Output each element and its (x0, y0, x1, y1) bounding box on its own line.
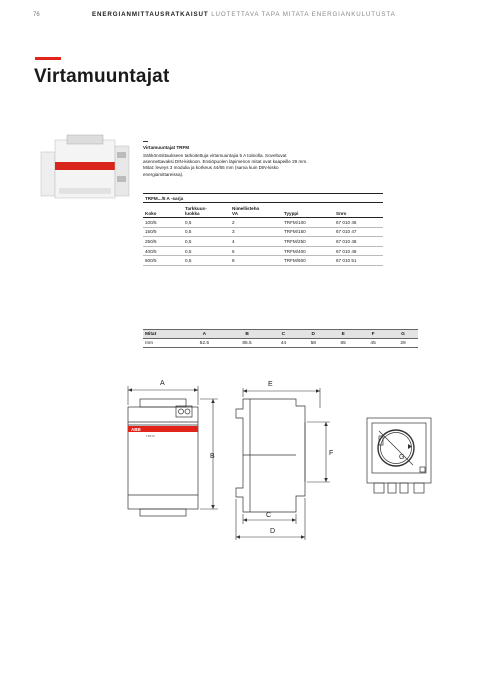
cell-code: 67 010 47 (334, 227, 383, 237)
cell-code: 67 010 49 (334, 246, 383, 256)
value-cell: 52.5 (183, 339, 226, 348)
cell-size: 150/5 (143, 227, 183, 237)
table-header-row (143, 203, 383, 218)
column-header: Tarkkuus- luokka (183, 203, 230, 218)
cell-type: TRFM/250 (282, 237, 334, 247)
column-header: Mitat (143, 330, 183, 339)
product-photo (37, 132, 137, 204)
cell-class: 0,5 (183, 218, 230, 228)
table-row (143, 237, 383, 247)
product-description (143, 141, 383, 178)
header-tagline: LUOTETTAVA TAPA MITATA ENERGIANKULUTUSTA (211, 11, 396, 18)
column-header: C (268, 330, 298, 339)
page-title: Virtamuuntajat (34, 66, 170, 87)
dash-marker (143, 141, 148, 142)
column-header: E (328, 330, 358, 339)
cell-class: 0,5 (183, 246, 230, 256)
column-header: D (298, 330, 328, 339)
front-view (128, 399, 198, 516)
table-row (143, 218, 383, 228)
column-header: Tyyppi (282, 203, 334, 218)
model-label: TRF M (146, 434, 155, 438)
side-view (236, 399, 305, 512)
cell-power: 3 (230, 227, 282, 237)
cell-type: TRFM/600 (282, 256, 334, 266)
cell-size: 600/5 (143, 256, 183, 266)
label-f: F (329, 450, 334, 457)
column-header: Nimellisteho VA (230, 203, 282, 218)
column-header: A (183, 330, 226, 339)
brand-logo: ABB (131, 427, 141, 432)
cell-type: TRFM/400 (282, 246, 334, 256)
dimension-header-row (143, 330, 418, 339)
cell-size: 250/5 (143, 237, 183, 247)
cell-class: 0,5 (183, 256, 230, 266)
description-line: Mitat: leveys 3 modulia ja korkeus 44/65 mm (sama kuin DIN-kisko (143, 165, 279, 171)
dimension-value-row (143, 339, 418, 348)
cell-power: 8 (230, 256, 282, 266)
accent-bar (35, 57, 61, 60)
column-header: F (358, 330, 388, 339)
label-g: G (399, 454, 405, 461)
product-heading: Virtamuuntajat TRFM (143, 144, 190, 150)
label-c: C (266, 512, 272, 519)
description-line: energiamittareissa). (143, 171, 184, 177)
label-e: E (268, 381, 273, 388)
cell-size: 100/5 (143, 218, 183, 228)
cell-power: 4 (230, 237, 282, 247)
table-row (143, 256, 383, 266)
table-row (143, 246, 383, 256)
description-line: asennettavaksi DIN-kiskoon. Ensiöpuolen läpimenon mitat ovat kaapeille 29 mm. (143, 159, 308, 165)
value-cell: 29 (388, 339, 418, 348)
series-row (143, 194, 383, 203)
column-header: Snro (334, 203, 383, 218)
unit-cell: mm (143, 339, 183, 348)
cell-power: 2 (230, 218, 282, 228)
table-row (143, 227, 383, 237)
label-a: A (160, 380, 165, 387)
column-header: Koko (143, 203, 183, 218)
column-header: B (226, 330, 269, 339)
cell-size: 400/5 (143, 246, 183, 256)
cell-type: TRFM/100 (282, 218, 334, 228)
dimension-drawings (0, 370, 480, 550)
value-cell: 58 (298, 339, 328, 348)
series-label: TRFM.../5 A -sarja (143, 194, 383, 203)
dimension-table (143, 329, 418, 348)
cell-code: 67 010 46 (334, 218, 383, 228)
product-table (143, 193, 383, 266)
label-d: D (270, 528, 276, 535)
description-line: Sähkönmittaukseen tarkoitettuja virtamuuntajia 5 A toisiolla. Soveltuvat (143, 153, 287, 158)
cell-class: 0,5 (183, 227, 230, 237)
cell-power: 6 (230, 246, 282, 256)
cell-class: 0,5 (183, 237, 230, 247)
cell-code: 67 010 48 (334, 237, 383, 247)
value-cell: 65 (328, 339, 358, 348)
label-b: B (210, 453, 215, 460)
value-cell: 45 (358, 339, 388, 348)
value-cell: 85.5 (226, 339, 269, 348)
cell-code: 67 010 51 (334, 256, 383, 266)
cell-type: TRFM/150 (282, 227, 334, 237)
value-cell: 44 (268, 339, 298, 348)
page-number: 76 (33, 12, 40, 18)
column-header: G (388, 330, 418, 339)
header-section: ENERGIANMITTAUSRATKAISUT (92, 11, 209, 18)
running-header (92, 11, 396, 18)
